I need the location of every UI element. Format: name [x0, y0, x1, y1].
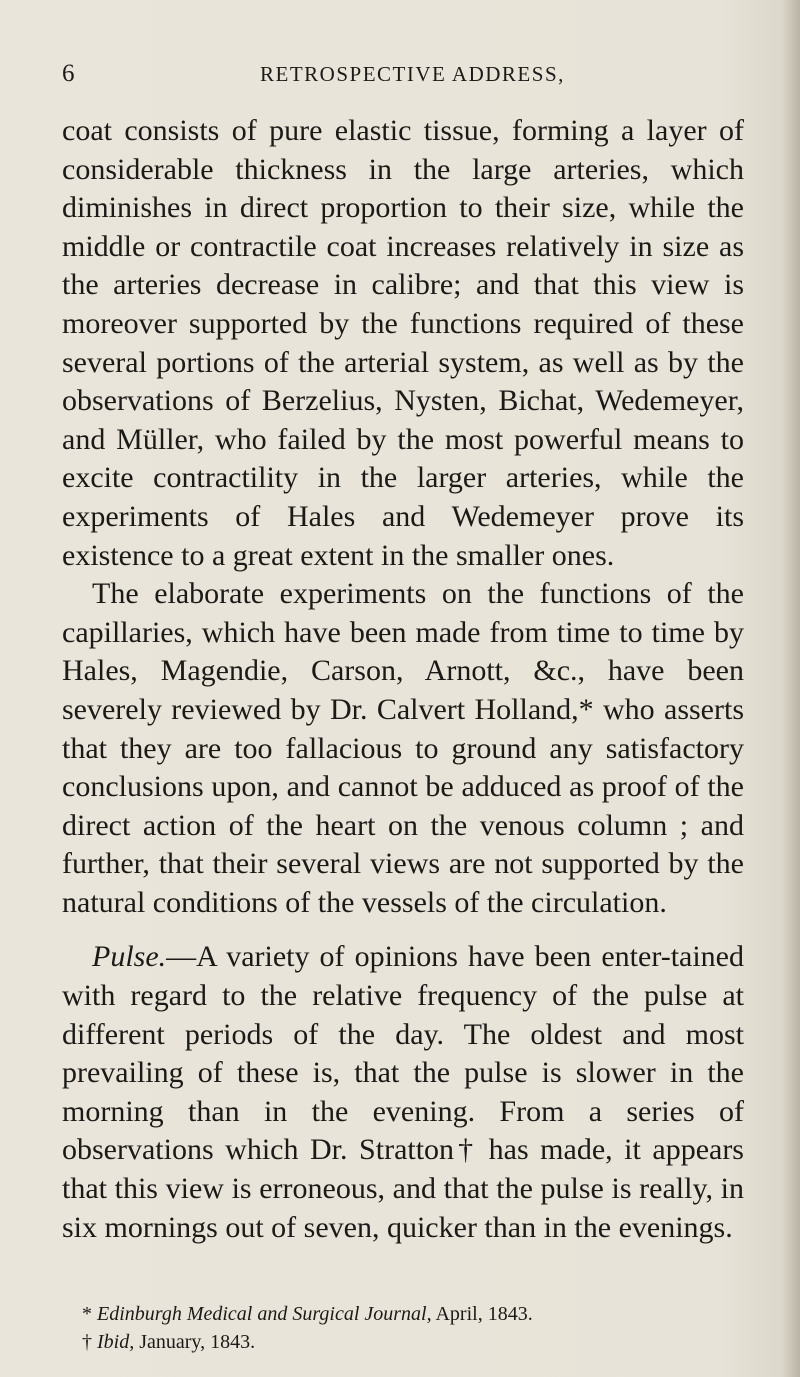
footnote-1-mark: *: [82, 1303, 92, 1325]
footnote-2-rest: January, 1843.: [134, 1331, 256, 1353]
body-text: [62, 112, 744, 1247]
footnote-1-title: Edinburgh Medical and Surgical Journal,: [97, 1303, 432, 1325]
pulse-heading: Pulse.: [92, 940, 167, 974]
paragraph-pulse: [62, 938, 744, 1247]
footnote-1-rest: April, 1843.: [431, 1303, 533, 1325]
running-head: RETROSPECTIVE ADDRESS,: [260, 62, 565, 86]
footnote-2-title: Ibid,: [97, 1331, 135, 1353]
paragraph-arterial-coats: coat consists of pure elastic tissue, forming a layer of considerable thickness in the large arteries, which diminishes in direct proportion to their size, while the middle or contractile coat increases relatively in size as the arteries decrease in calibre; and that this view is moreover supported by the functions required of these several portions of the arterial system, as well as by the observations of Berzelius, Nysten, Bichat, Wedemeyer, and Müller, who failed by the most powerful means to excite contractility in the larger arteries, while the experiments of Hales and Wedemeyer prove its existence to a great extent in the smaller ones.: [62, 114, 744, 572]
footnotes: [62, 1300, 744, 1356]
page-header: [62, 60, 742, 94]
footnote-2: [62, 1328, 744, 1356]
paragraph-capillaries: [62, 575, 744, 922]
paragraph-pulse-text: —A variety of opinions have been enter-tained with regard to the relative frequency of the pulse at different periods of the day. The oldest and most prevailing of these is, that the pulse is slower in the morning than in the evening. From a series of observations which Dr. Stratton† has made, it appears that this view is erroneous, and that the pulse is really, in six mornings out of seven, quicker than in the evenings.: [62, 940, 744, 1244]
footnote-1: [62, 1300, 744, 1328]
paragraph-capillaries-text: The elaborate experiments on the functions of the capillaries, which have been made from time to time by Hales, Magendie, Carson, Arnott, &c., have been severely reviewed by Dr. Calvert Holland,* who asserts that they are too fallacious to ground any satisfactory conclusions upon, and cannot be adduced as proof of the direct action of the heart on the venous column ; and further, that their several views are not supported by the natural conditions of the vessels of the circulation.: [62, 577, 744, 919]
page-edge-shadow: [782, 0, 800, 1377]
page-number: 6: [62, 60, 76, 87]
footnote-2-mark: †: [82, 1331, 92, 1353]
